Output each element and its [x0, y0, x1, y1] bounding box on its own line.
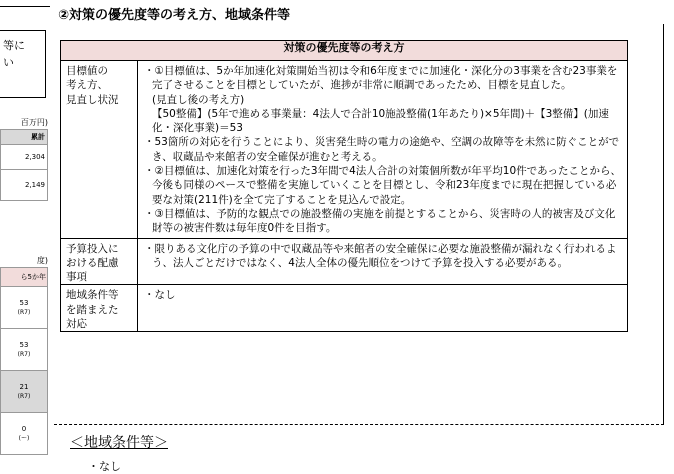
row-label	[61, 285, 138, 332]
priority-table-body	[61, 61, 628, 332]
left-target-cell	[1, 371, 48, 413]
row-body-paragraph: 【50整備】(5年で進める事業量：4法人で合計10施設整備(1年あたり)×5年間)＋【3整備】(加速化・深化事業)＝53	[152, 107, 609, 135]
left-target-sub: (ー)	[18, 434, 30, 442]
regional-conditions-heading: ＜地域条件等＞	[70, 435, 168, 451]
row-label	[61, 61, 138, 239]
priority-table-row	[61, 285, 628, 332]
left-text-box	[0, 30, 46, 98]
regional-conditions-text: ・なし	[88, 460, 121, 473]
row-label-line: 対応	[66, 318, 87, 331]
left-target-cell	[1, 287, 48, 329]
section-title: ②対策の優先度等の考え方、地域条件等	[58, 8, 291, 23]
row-label-line: おける配慮	[66, 256, 119, 269]
left-target-sub: (R7)	[17, 308, 31, 316]
left-target-table	[0, 255, 50, 455]
priority-table-row	[61, 61, 628, 239]
row-body-paragraph: ・①目標値は、5か年加速化対策開始当初は令和6年度までに加速化・深化分の3事業を含む23事業を完了させることを目標としていたが、進捗が非常に順調であったため、目標を見直した。	[144, 65, 618, 92]
row-label-line: 考え方、	[66, 79, 108, 92]
left-cost-unit: 百万円)	[20, 118, 48, 127]
row-label	[61, 238, 138, 285]
left-cost-value: 2,304	[1, 145, 48, 170]
row-body-paragraph: ・②目標値は、加速化対策を行った3年間で4法人合計の対策個所数が年平均10件であったことから、今後も同様のペースで整備を実施していくことを目標とし、令和23年度までに現在把握している必要な対策(211件)を全て完了することを見込んで設定。	[144, 165, 622, 206]
row-body	[138, 61, 628, 239]
row-label-line: 事項	[66, 271, 87, 284]
row-body	[138, 285, 628, 332]
left-target-unit: 度)	[36, 256, 48, 265]
row-body-paragraph: ・なし	[144, 289, 176, 302]
row-body-paragraph: (見直し後の考え方)	[152, 93, 245, 106]
left-cost-value: 2,149	[1, 170, 48, 201]
left-box-line: 等に	[3, 39, 25, 52]
left-target-value: 0	[21, 424, 27, 433]
left-target-cell	[1, 413, 48, 455]
row-label-line: 予算投入に	[66, 242, 119, 255]
row-label-line: 見直し状況	[66, 93, 119, 106]
row-label-line: を踏まえた	[66, 303, 119, 316]
left-target-value: 21	[19, 382, 29, 391]
row-label-line: 目標値の	[66, 65, 108, 77]
priority-table-row	[61, 238, 628, 285]
row-label-line: 地域条件等	[66, 289, 119, 302]
dashed-divider	[54, 424, 664, 425]
left-cost-table	[0, 117, 50, 201]
top-rule	[0, 6, 50, 7]
left-target-value: 53	[19, 298, 29, 307]
row-body-paragraph: ・限りある文化庁の予算の中で収蔵品等や来館者の安全確保に必要な施設整備が漏れなく行われるよう、法人ごとだけではなく、4法人全体の優先順位をつけて予算を投入する必要がある。	[144, 242, 617, 269]
left-target-value: 53	[19, 340, 29, 349]
priority-table-header: 対策の優先度等の考え方	[61, 41, 628, 61]
left-target-cell	[1, 329, 48, 371]
left-target-header: ら5か年	[1, 268, 48, 287]
left-target-sub: (R7)	[17, 350, 31, 358]
left-clipped-column	[0, 0, 50, 465]
row-body	[138, 238, 628, 285]
left-cost-header: 累計	[1, 130, 48, 145]
row-body-paragraph: ・53箇所の対応を行うことにより、災害発生時の電力の途絶や、空調の故障等を未然に防ぐことができ、収蔵品や来館者の安全確保が進むと考える。	[144, 136, 620, 163]
priority-table	[60, 40, 628, 332]
left-box-line: い	[3, 56, 14, 69]
row-body-paragraph: ・③目標値は、予防的な観点での施設整備の実施を前提とすることから、災害時の人的被害及び文化財等の被害件数は毎年度0件を目指す。	[144, 207, 616, 235]
left-target-sub: (R7)	[17, 392, 31, 400]
